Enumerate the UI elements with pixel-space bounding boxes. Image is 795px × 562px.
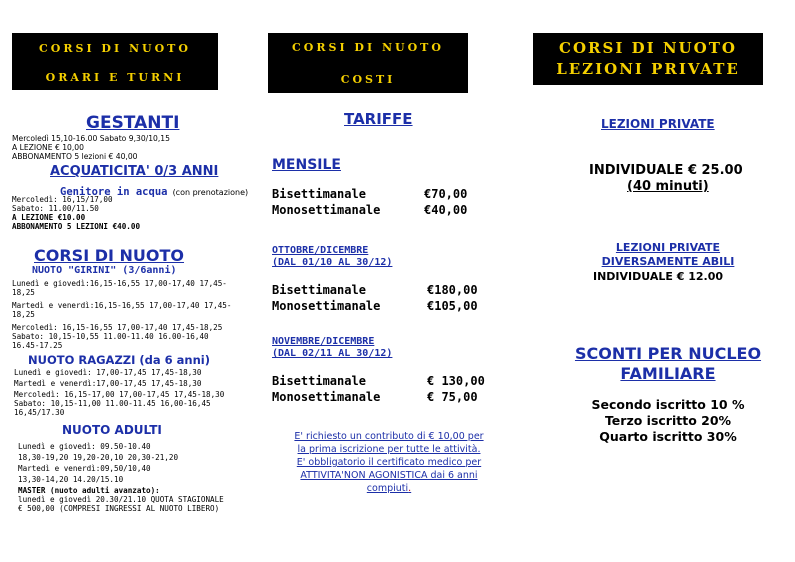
schedule-line: Mercoledì: 16,15-17,00 17,00-17,45 17,45-18,30 [14, 390, 225, 399]
period-line: NOVEMBRE/DICEMBRE [272, 336, 375, 347]
price-label: Bisettimanale [272, 374, 366, 388]
abili-line: DIVERSAMENTE ABILI [601, 255, 735, 268]
schedule-line: Martedì e venerdì:16,15-16,55 17,00-17,40 17,45- [12, 301, 232, 310]
durata: (40 minuti) [627, 179, 709, 194]
header-line1: CORSI DI NUOTO [292, 41, 444, 54]
period-line: (DAL 01/10 AL 30/12) [272, 257, 393, 268]
schedule-line: MASTER (nuoto adulti avanzato): [18, 486, 160, 495]
header-orari-turni [12, 33, 218, 90]
header-line1: CORSI DI NUOTO [559, 39, 737, 57]
header-costi [268, 33, 468, 93]
period-line: OTTOBRE/DICEMBRE [272, 245, 369, 256]
schedule-line: 18,25 [12, 288, 35, 297]
schedule-line: Mercoledì: 16,15-16,55 17,00-17,40 17,45-18,25 [12, 323, 223, 332]
header-lezioni-private [533, 33, 763, 85]
acquaticita-line: ABBONAMENTO 5 LEZIONI €40.00 [12, 222, 141, 231]
price-value: € 75,00 [427, 390, 478, 404]
acquaticita-line: A LEZIONE €10.00 [12, 213, 86, 222]
abili-line: LEZIONI PRIVATE [615, 241, 721, 254]
gestanti-title: GESTANTI [86, 113, 180, 133]
abili-price: INDIVIDUALE € 12.00 [593, 270, 723, 283]
acquaticita-line: Mercoledì: 16,15/17,00 [12, 195, 113, 204]
price-table-novembre [272, 373, 485, 405]
price-row [272, 298, 478, 314]
note-line [270, 482, 508, 495]
price-row [272, 186, 467, 202]
note-end-mark: . [408, 483, 412, 494]
sconto-item: Terzo iscritto 20% [604, 413, 732, 428]
acquaticita-line: Sabato: 11.00/11.50 [12, 204, 99, 213]
girini-schedule [12, 279, 231, 350]
schedule-line: Martedì e venerdì:17,00-17,45 17,45-18,30 [14, 379, 202, 388]
price-value: €180,00 [427, 283, 478, 297]
schedule-line: 18,30-19,20 19,20-20,10 20,30-21,20 [18, 453, 179, 462]
individuale-price: INDIVIDUALE € 25.00 [589, 163, 743, 178]
schedule-line: 16.45-17.25 [12, 341, 63, 350]
note-line: la prima iscrizione per tutte le attività. [297, 444, 481, 455]
period-line: (DAL 02/11 AL 30/12) [272, 348, 393, 359]
sconti-list [556, 397, 780, 445]
header-line2: LEZIONI PRIVATE [556, 60, 740, 78]
adulti-title: NUOTO ADULTI [62, 423, 162, 437]
schedule-line: Lunedì e giovedì: 17,00-17,45 17,45-18,30 [14, 368, 202, 377]
sconti-line: FAMILIARE [620, 364, 716, 383]
header-line2: COSTI [340, 73, 396, 86]
price-row [272, 282, 478, 298]
diversamente-abili-title [560, 241, 776, 269]
schedule-line: Sabato: 10,15-10,55 11.00-11.40 16.00-16,40 [12, 332, 209, 341]
header-line1: CORSI DI NUOTO [39, 42, 191, 55]
schedule-line: Lunedì e giovedì: 09.50-10.40 [18, 442, 151, 451]
period-ottobre [272, 245, 392, 269]
price-row [272, 389, 485, 405]
sconti-line: SCONTI PER NUCLEO [574, 344, 762, 363]
price-label: Bisettimanale [272, 187, 366, 201]
gestanti-info [12, 134, 170, 161]
sconto-item: Secondo iscritto 10 % [591, 397, 745, 412]
price-row [272, 373, 485, 389]
note-line: ATTIVITA'NON AGONISTICA dai 6 anni [300, 470, 478, 481]
price-label: Bisettimanale [272, 283, 366, 297]
price-row [272, 202, 467, 218]
price-label: Monosettimanale [272, 299, 381, 313]
schedule-line: 16,45/17.30 [14, 408, 65, 417]
price-value: €105,00 [427, 299, 478, 313]
acquaticita-note: (con prenotazione) [172, 188, 249, 197]
gestanti-line: ABBONAMENTO 5 lezioni € 40,00 [12, 152, 138, 161]
acquaticita-subtitle: Genitore in acqua [60, 186, 168, 198]
acquaticita-title: ACQUATICITA' 0/3 ANNI [50, 164, 219, 179]
schedule-line: 18,25 [12, 310, 35, 319]
price-value: €40,00 [424, 203, 468, 217]
adulti-schedule [18, 442, 224, 513]
price-table-ottobre [272, 282, 478, 314]
schedule-line: Sabato: 10,15-11,00 11.00-11.45 16,00-16,45 [14, 399, 211, 408]
price-table-mensile [272, 186, 467, 218]
sconti-title [547, 344, 789, 384]
gestanti-line: A LEZIONE € 10,00 [12, 143, 84, 152]
mensile-title: MENSILE [272, 157, 341, 173]
header-line2: ORARI E TURNI [45, 71, 185, 84]
price-value: € 130,00 [427, 374, 485, 388]
corsi-title: CORSI DI NUOTO [34, 246, 185, 265]
girini-title: NUOTO "GIRINI" (3/6anni) [32, 265, 177, 276]
sconto-item: Quarto iscritto 30% [599, 429, 737, 444]
schedule-line: Lunedì e giovedì:16,15-16,55 17,00-17,40 17,45- [12, 279, 227, 288]
price-label: Monosettimanale [272, 203, 381, 217]
contributo-note [270, 430, 508, 495]
schedule-line: Martedì e venerdì:09,50/10,40 [18, 464, 151, 473]
lezioni-private-title: LEZIONI PRIVATE [601, 117, 715, 131]
acquaticita-info [12, 195, 140, 231]
gestanti-line: Mercoledì 15,10-16.00 Sabato 9,30/10,15 [12, 134, 170, 143]
period-novembre [272, 336, 392, 360]
tariffe-title: TARIFFE [344, 110, 413, 128]
note-line: E' richiesto un contributo di € 10,00 per [294, 431, 484, 442]
price-value: €70,00 [424, 187, 468, 201]
ragazzi-title: NUOTO RAGAZZI (da 6 anni) [28, 353, 211, 367]
schedule-line: € 500,00 (COMPRESI INGRESSI AL NUOTO LIBERO) [18, 504, 220, 513]
note-text: compiuti [366, 483, 409, 494]
note-line: E' obbligatorio il certificato medico per [296, 457, 482, 468]
ragazzi-schedule [14, 368, 224, 417]
schedule-line: lunedì e giovedì 20.30/21.10 QUOTA STAGIONALE [18, 495, 224, 504]
price-label: Monosettimanale [272, 390, 381, 404]
schedule-line: 13,30-14,20 14.20/15.10 [18, 475, 124, 484]
